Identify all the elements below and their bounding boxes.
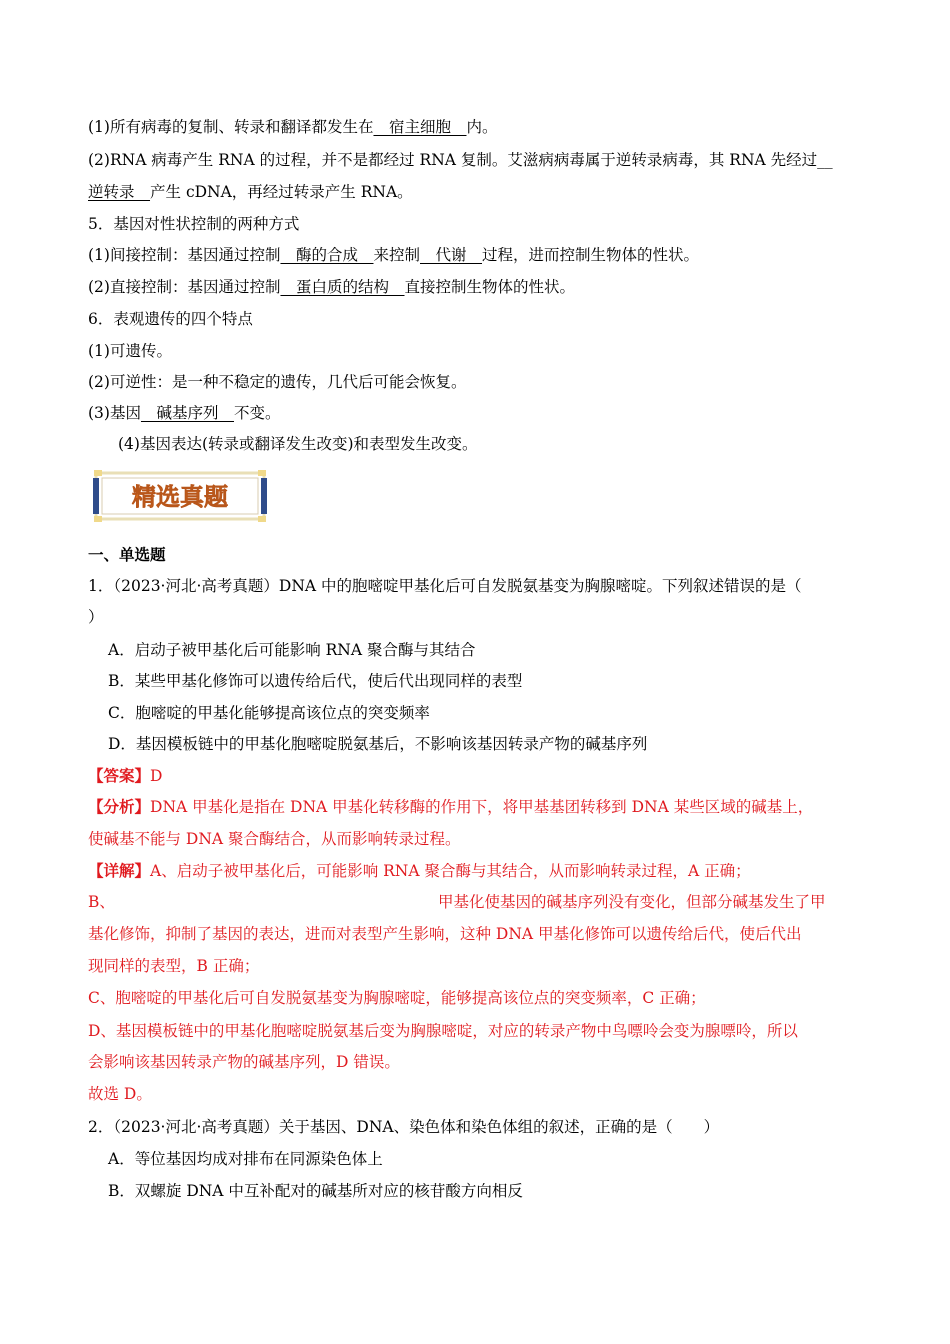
text-line — [88, 117, 865, 137]
line-text: 过程，进而控制生物体的性状。 — [482, 246, 700, 264]
line-text: 直接控制生物体的性状。 — [404, 278, 575, 296]
analysis-label: 【分析】 — [88, 797, 151, 816]
analysis-line: 使碱基不能与 DNA 聚合酶结合，从而影响转录过程。 — [88, 830, 461, 848]
detail-line: D、基因模板链中的甲基化胞嘧啶脱氨基后变为胸腺嘧啶，对应的转录产物中鸟嘌呤会变为腺嘌呤，所以 — [88, 1022, 798, 1040]
fill-blank: 逆转录__ — [88, 183, 151, 201]
heading-line: 5．基因对性状控制的两种方式 — [88, 215, 300, 233]
option-b: B．某些甲基化修饰可以遗传给后代，使后代出现同样的表型 — [108, 672, 523, 690]
detail-line — [88, 861, 865, 881]
answer-line — [88, 766, 865, 786]
fill-blank: __代谢__ — [420, 246, 483, 264]
analysis-line — [88, 797, 865, 817]
detail-label: 【详解】 — [88, 861, 151, 880]
section-banner — [93, 470, 267, 522]
detail-line: C、胞嘧啶的甲基化后可自发脱氨基变为胸腺嘧啶，能够提高该位点的突变频率，C 正确； — [88, 989, 706, 1007]
line-text: (2)直接控制：基因通过控制 — [88, 278, 281, 296]
detail-text: A、启动子被甲基化后，可能影响 RNA 聚合酶与其结合，从而影响转录过程，A 正确； — [150, 862, 751, 880]
section-title: 一、单选题 — [88, 545, 166, 564]
detail-line: 会影响该基因转录产物的碱基序列，D 错误。 — [88, 1053, 400, 1071]
heading-line: 6．表观遗传的四个特点 — [88, 310, 253, 328]
text-line: (2)RNA 病毒产生 RNA 的过程，并不是都经过 RNA 复制。艾滋病病毒属于逆转录病毒，其 RNA 先经过__ — [88, 151, 833, 169]
option-c: C．胞嘧啶的甲基化能够提高该位点的突变频率 — [108, 704, 430, 722]
text-line — [88, 403, 865, 423]
question-stem: ） — [88, 608, 104, 626]
analysis-text: DNA 甲基化是指在 DNA 甲基化转移酶的作用下，将甲基基团转移到 DNA 某些区域的碱基上， — [150, 798, 814, 816]
line-text: (1)间接控制：基因通过控制 — [88, 246, 281, 264]
option-d: D．基因模板链中的甲基化胞嘧啶脱氨基后，不影响该基因转录产物的碱基序列 — [108, 735, 648, 753]
option-a: A．等位基因均成对排布在同源染色体上 — [108, 1150, 383, 1168]
line-text: (1)所有病毒的复制、转录和翻译都发生在 — [88, 118, 374, 136]
line-text: 不变。 — [233, 404, 281, 422]
fill-blank: __碱基序列__ — [140, 404, 234, 422]
answer-label: 【答案】 — [88, 766, 151, 785]
text-line: (2)可逆性：是一种不稳定的遗传，几代后可能会恢复。 — [88, 373, 467, 391]
line-text: 来控制 — [373, 246, 420, 264]
detail-text: 甲基化使基因的碱基序列没有变化，但部分碱基发生了甲 — [438, 893, 826, 911]
text-line — [88, 182, 865, 202]
text-line — [88, 277, 865, 297]
line-text: 产生 cDNA，再经过转录产生 RNA。 — [150, 183, 413, 201]
detail-line: 现同样的表型，B 正确； — [88, 957, 260, 975]
detail-line: 基化修饰，抑制了基因的表达，进而对表型产生影响，这种 DNA 甲基化修饰可以遗传给后代，使后代出 — [88, 925, 802, 943]
detail-line — [88, 892, 865, 912]
answer-value: D — [150, 767, 163, 785]
detail-text: B、 — [88, 893, 115, 911]
line-text: 内。 — [466, 118, 498, 136]
text-line: (4)基因表达(转录或翻译发生改变)和表型发生改变。 — [118, 435, 478, 453]
question-stem: 2．（2023·河北·高考真题）关于基因、DNA、染色体和染色体组的叙述，正确的是（ ） — [88, 1118, 720, 1136]
question-stem: 1．（2023·河北·高考真题）DNA 中的胞嘧啶甲基化后可自发脱氨基变为胸腺嘧啶。下列叙述错误的是（ — [88, 577, 802, 595]
fill-blank: __蛋白质的结构__ — [280, 278, 405, 296]
fill-blank: __酶的合成__ — [280, 246, 374, 264]
conclusion-line: 故选 D。 — [88, 1085, 152, 1103]
text-line: (1)可遗传。 — [88, 342, 172, 360]
banner-frame-icon — [93, 470, 267, 522]
fill-blank: __宿主细胞__ — [373, 118, 467, 136]
option-b: B．双螺旋 DNA 中互补配对的碱基所对应的核苷酸方向相反 — [108, 1182, 523, 1200]
text-line — [88, 245, 865, 265]
option-a: A．启动子被甲基化后可能影响 RNA 聚合酶与其结合 — [108, 641, 476, 659]
banner-title: 精选真题 — [132, 483, 228, 511]
line-text: (3)基因 — [88, 404, 141, 422]
